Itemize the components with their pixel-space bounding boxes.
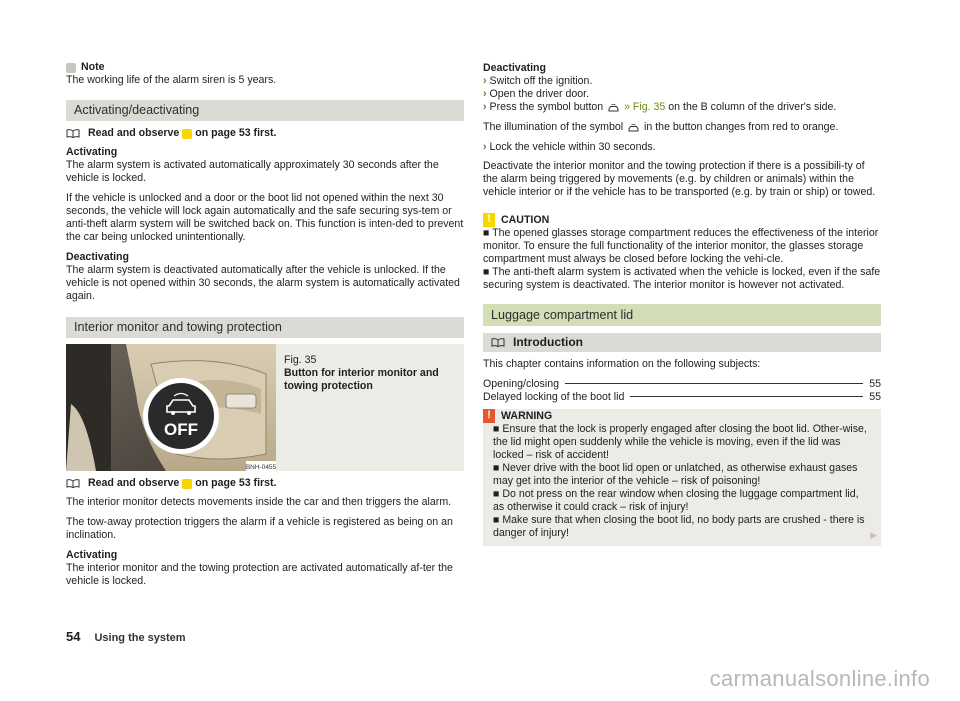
illumination-paragraph [483,121,881,134]
warning-marker-icon [182,129,192,139]
caution-item: ■ The opened glasses storage compartment reduces the effectiveness of the interior monitor. To ensure the full functionality of the interior monitor, the glasses storage compartment must always be closed before locking the vehi-cle. [483,227,879,265]
ref-text: Read and observe [88,127,180,139]
section-heading-luggage: Luggage compartment lid [483,304,881,326]
illum-post: in the button changes from red to orange. [644,121,839,133]
step3-post: on the B column of the driver's side. [668,101,837,113]
warning-text: Ensure that the lock is properly engaged after closing the boot lid. Other-wise, the lid might open suddenly while the vehicle is moving, even if the lid was locked – risk of accident! [493,423,867,461]
toc-entry[interactable] [483,391,881,404]
footer-section-title: Using the system [94,632,186,644]
figure-caption-text: Button for interior monitor and towing protection [284,367,439,392]
section-heading-activating: Activating/deactivating [66,100,464,121]
figure-link[interactable]: » Fig. 35 [624,101,666,113]
caution-heading [483,213,881,227]
warning-item: ■ Do not press on the rear window when closing the luggage compartment lid, as otherwise it could crack – risk of injury! [493,488,859,513]
caution-text: The anti-theft alarm system is activated when the vehicle is locked, even if the safe securing system is deactivated. The interior monitor is however not activated. [483,266,881,291]
toc-label: Delayed locking of the boot lid [483,391,625,403]
step-text: Switch off the ignition. [489,75,593,87]
intro-text: This chapter contains information on the following subjects: [483,358,761,370]
book-icon [66,479,80,488]
figure-caption [276,344,464,471]
toc-page: 55 [869,378,881,390]
activating2-paragraph [66,549,464,588]
section-heading-interior-monitor: Interior monitor and towing protection [66,317,464,338]
warning-box [483,409,881,546]
arrow-icon: › [483,75,487,87]
figure-35 [66,344,464,471]
right-column [483,62,881,546]
step-item [483,141,881,154]
read-and-observe-ref [66,127,464,140]
caution-title: CAUTION [501,213,550,226]
deactivating-paragraph [66,251,464,303]
read-and-observe-ref-2 [66,477,464,490]
arrow-icon: › [483,88,487,100]
arrow-icon: › [483,141,487,153]
step-text: Open the driver door. [489,88,590,100]
toc-label: Opening/closing [483,378,559,390]
toc-entry[interactable] [483,378,881,391]
ref-page[interactable]: on page 53 first. [195,477,277,489]
ref-text: Read and observe [88,477,180,489]
caution-icon: ! [483,213,495,227]
warning-title: WARNING [501,409,553,422]
ref-page[interactable]: on page 53 first. [195,127,277,139]
step-item [483,88,881,101]
off-label: OFF [164,420,198,439]
step-item [483,101,881,114]
figure-code: BNH-0455 [245,464,277,471]
activating2-text: The interior monitor and the towing protection are activated automatically af-ter the vehicle is locked. [66,562,453,587]
car-alarm-icon [608,103,619,112]
car-alarm-icon [628,123,639,132]
warning-text: Never drive with the boot lid open or unlatched, as otherwise exhaust gases may get into the interior of the vehicle – risk of poisoning! [493,462,858,487]
watermark: carmanualsonline.info [709,666,930,691]
note-heading [66,61,464,74]
activating2-heading: Activating [66,549,118,561]
introduction-title: Introduction [513,335,583,349]
caution-text: The opened glasses storage compartment reduces the effectiveness of the interior monitor. To ensure the full functionality of the interior monitor, the glasses storage compartment must always be closed before locking the vehi-cle. [483,227,879,265]
introduction-heading [483,333,881,352]
relock-paragraph: If the vehicle is unlocked and a door or the boot lid not opened within the next 30 seconds, the vehicle will lock again automatically and the safe securing sys-tem or anti-theft alarm system will be switched back on. This function is inten-ded to prevent the car being unlocked unintentionally. [66,192,464,243]
activating-heading: Activating [66,146,118,158]
deactivating-text: The alarm system is deactivated automatically after the vehicle is unlocked. If the vehicle is not opened within 30 seconds, the alarm system is automatically activated again. [66,264,460,302]
book-icon [66,129,80,138]
continue-arrow-icon: ▶ [870,530,877,540]
step-item [483,75,881,88]
note-title: Note [81,61,105,73]
page-number: 54 [66,629,81,644]
deactivating-heading-right: Deactivating [483,62,546,74]
activating-text: The alarm system is activated automatically approximately 30 seconds after the vehicle is locked. [66,159,439,184]
left-column [66,58,464,595]
monitor-paragraph: The interior monitor detects movements inside the car and then triggers the alarm. [66,496,452,508]
warning-heading [483,409,871,423]
warning-icon: ! [483,409,495,423]
warning-text: Do not press on the rear window when closing the luggage compartment lid, as otherwise it could crack – risk of injury! [493,488,859,513]
tow-paragraph: The tow-away protection triggers the alarm if a vehicle is registered as being on an inclination. [66,516,453,541]
step-text: Lock the vehicle within 30 seconds. [489,141,656,153]
illum-pre: The illumination of the symbol [483,121,624,133]
warning-item: ■ Never drive with the boot lid open or unlatched, as otherwise exhaust gases may get into the interior of the vehicle – risk of poisoning! [493,462,858,487]
door-button-photo [66,344,276,471]
deactivating-heading: Deactivating [66,251,129,263]
step-text [490,101,837,114]
caution-item: ■ The anti-theft alarm system is activated when the vehicle is locked, even if the safe securing system is deactivated. The interior monitor is however not activated. [483,266,881,291]
toc-leader [565,383,863,384]
toc-page: 55 [869,391,881,403]
caution-list [483,227,881,292]
warning-marker-icon [182,479,192,489]
warning-item: ■ Make sure that when closing the boot lid, no body parts are crushed - there is danger of injury! [493,514,865,539]
deactivate-paragraph: Deactivate the interior monitor and the towing protection if there is a possibili-ty of the alarm being triggered by movements (e.g. by children or animals) within the vehicle interior or if the vehicle has to be transported (e.g. by train or ship) or towed. [483,160,876,198]
figure-label: Fig. 35 [284,354,317,366]
note-icon [66,63,76,73]
step3-pre: Press the symbol button [489,101,604,113]
warning-item: ■ Ensure that the lock is properly engaged after closing the boot lid. Other-wise, the lid might open suddenly while the vehicle is moving, even if the lid was locked – risk of accident! [493,423,867,461]
toc-leader [630,396,863,397]
warning-text: Make sure that when closing the boot lid, no body parts are crushed - there is danger of injury! [493,514,865,539]
note-text: The working life of the alarm siren is 5 years. [66,74,277,86]
activating-paragraph [66,146,464,185]
page-footer [66,630,186,645]
arrow-icon: › [483,101,487,113]
book-icon [491,338,505,347]
